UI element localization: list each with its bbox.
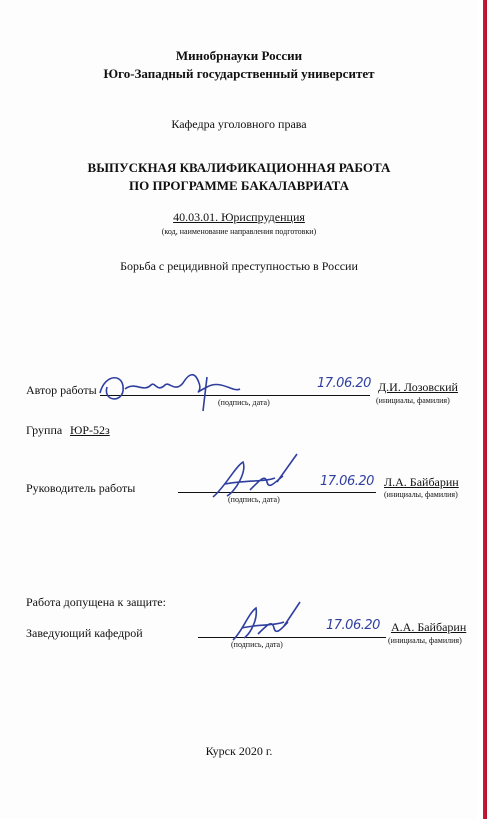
author-name-caption: (инициалы, фамилия) <box>376 396 450 405</box>
supervisor-label: Руководитель работы <box>26 481 136 495</box>
supervisor-date: 17.06.20 <box>320 474 374 489</box>
red-binding-edge <box>477 0 491 819</box>
head-signature <box>228 600 308 645</box>
department-name: Кафедра уголовного права <box>171 117 307 131</box>
work-type-line1: ВЫПУСКНАЯ КВАЛИФИКАЦИОННАЯ РАБОТА <box>87 160 391 175</box>
author-sig-caption: (подпись, дата) <box>218 398 270 407</box>
ministry-heading: Минобрнауки России <box>175 48 303 63</box>
supervisor-sig-caption: (подпись, дата) <box>228 495 280 504</box>
author-date: 17.06.20 <box>317 376 371 391</box>
head-name: А.А. Байбарин <box>391 620 467 634</box>
head-sig-caption: (подпись, дата) <box>231 640 283 649</box>
supervisor-name-caption: (инициалы, фамилия) <box>384 490 458 499</box>
work-type-line2: ПО ПРОГРАММЕ БАКАЛАВРИАТА <box>128 178 350 193</box>
group-value: ЮР-52з <box>70 423 110 437</box>
city-year: Курск 2020 г. <box>205 744 273 758</box>
author-label: Автор работы <box>26 383 97 397</box>
group-label: Группа <box>26 423 63 437</box>
head-name-caption: (инициалы, фамилия) <box>388 636 462 645</box>
university-heading: Юго-Западный государственный университет <box>103 66 375 81</box>
author-name: Д.И. Лозовский <box>378 380 458 394</box>
direction-value: 40.03.01. Юриспруденция <box>173 210 305 224</box>
supervisor-name: Л.А. Байбарин <box>384 475 459 489</box>
thesis-topic: Борьба с рецидивной преступностью в России <box>120 259 358 273</box>
head-date: 17.06.20 <box>326 618 380 633</box>
direction-caption: (код, наименование направления подготовки) <box>161 227 317 236</box>
head-label: Заведующий кафедрой <box>26 626 143 640</box>
admission-label: Работа допущена к защите: <box>26 595 166 609</box>
